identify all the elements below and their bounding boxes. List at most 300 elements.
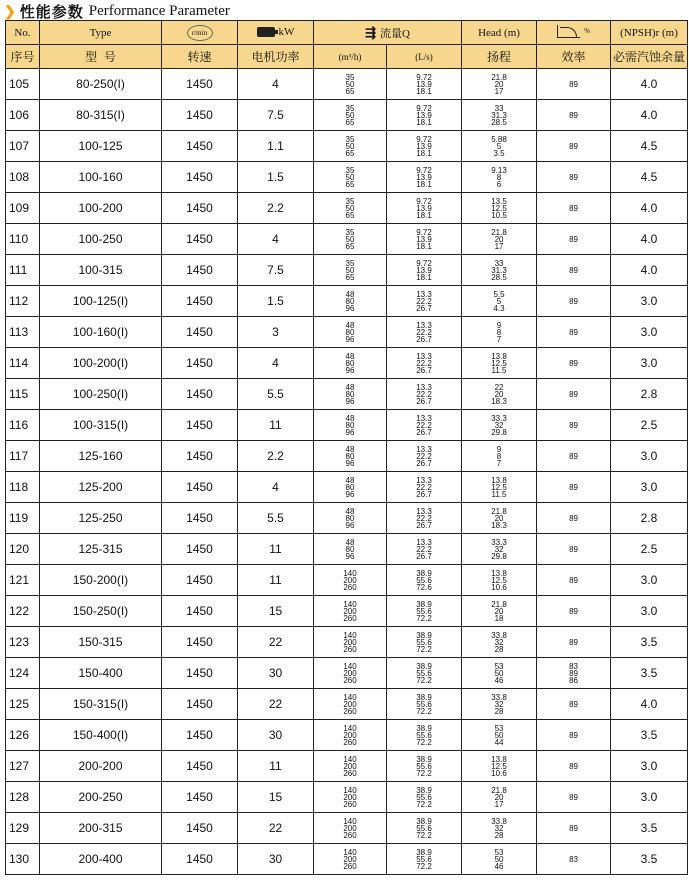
flow-m3h	[314, 317, 387, 348]
flow-m3h-value: 200	[343, 823, 357, 833]
head-value	[462, 441, 537, 472]
efficiency-value	[537, 286, 611, 317]
head-value-value: 22	[494, 382, 504, 392]
flow-ls	[387, 472, 462, 503]
flow-ls-value: 22.2	[416, 296, 432, 306]
pump-type: 125-160	[40, 441, 162, 472]
head-value-value: 53	[494, 661, 504, 671]
flow-ls-value: 55.6	[416, 575, 432, 585]
flow-ls-value: 55.6	[416, 668, 432, 678]
head-value-value: 8	[496, 172, 502, 182]
flow-ls-value: 18.1	[416, 179, 432, 189]
flow-ls-value: 38.9	[416, 630, 432, 640]
flow-ls-value: 18.1	[416, 241, 432, 251]
flow-ls-value: 22.2	[416, 482, 432, 492]
table-row	[6, 534, 688, 565]
flow-m3h-value: 48	[345, 537, 355, 547]
flow-m3h-value: 50	[345, 203, 355, 213]
row-number: 114	[6, 348, 40, 379]
flow-ls-values	[387, 291, 461, 312]
head-value-value: 10.6	[491, 768, 507, 778]
flow-ls-value: 13.9	[416, 110, 432, 120]
npsh-value: 3.5	[611, 813, 688, 844]
row-number: 127	[6, 751, 40, 782]
pump-type: 100-315	[40, 255, 162, 286]
table-row	[6, 379, 688, 410]
efficiency-curve-icon	[557, 25, 580, 38]
eff-unit: %	[584, 27, 590, 35]
flow-ls-value: 18.1	[416, 117, 432, 127]
head-value-value: 20	[494, 79, 504, 89]
head-value-value: 20	[494, 389, 504, 399]
flow-ls	[387, 410, 462, 441]
pump-type: 100-250	[40, 224, 162, 255]
row-number: 106	[6, 100, 40, 131]
head-value-value: 32	[494, 699, 504, 709]
row-number: 115	[6, 379, 40, 410]
flow-m3h-value: 200	[343, 606, 357, 616]
table-row	[6, 348, 688, 379]
flow-ls	[387, 317, 462, 348]
efficiency-value-value: 89	[569, 296, 578, 306]
pump-type: 125-315	[40, 534, 162, 565]
npsh-value: 3.5	[611, 658, 688, 689]
flow-m3h-values	[314, 322, 386, 343]
table-row	[6, 565, 688, 596]
flow-m3h-value: 80	[345, 296, 355, 306]
efficiency-value-value: 89	[569, 234, 578, 244]
head-value-value: 4.3	[493, 303, 505, 313]
efficiency-value-values	[537, 856, 610, 863]
head-value-value: 21.8	[491, 227, 507, 237]
head-value-value: 21.8	[491, 599, 507, 609]
row-number: 105	[6, 69, 40, 100]
flow-m3h-value: 200	[343, 668, 357, 678]
table-row	[6, 813, 688, 844]
flow-m3h-value: 96	[345, 396, 355, 406]
head-value-value: 5.5	[493, 289, 505, 299]
flow-m3h-value: 140	[343, 692, 357, 702]
power-value: 1.1	[238, 131, 314, 162]
flow-m3h	[314, 255, 387, 286]
row-number: 129	[6, 813, 40, 844]
head-value	[462, 286, 537, 317]
flow-ls-values	[387, 601, 461, 622]
efficiency-value-value: 89	[569, 823, 578, 833]
pump-type: 100-125	[40, 131, 162, 162]
efficiency-value-values	[537, 515, 610, 522]
head-value-values	[462, 849, 536, 870]
flow-m3h-value: 96	[345, 489, 355, 499]
efficiency-value-values	[537, 663, 610, 684]
efficiency-value	[537, 689, 611, 720]
table-row	[6, 100, 688, 131]
flow-m3h	[314, 844, 387, 875]
flow-ls-values	[387, 632, 461, 653]
power-value: 5.5	[238, 503, 314, 534]
power-value: 11	[238, 410, 314, 441]
head-value-value: 8	[496, 327, 502, 337]
flow-m3h-value: 35	[345, 165, 355, 175]
flow-ls-value: 13.3	[416, 444, 432, 454]
flow-ls-value: 72.2	[416, 613, 432, 623]
flow-m3h-value: 200	[343, 854, 357, 864]
flow-ls-values	[387, 322, 461, 343]
npsh-value: 3.5	[611, 844, 688, 875]
header-flow-m3h: (m³/h)	[314, 45, 387, 69]
flow-m3h-values	[314, 756, 386, 777]
flow-ls-value: 55.6	[416, 823, 432, 833]
pump-type: 150-315(I)	[40, 689, 162, 720]
flow-ls	[387, 596, 462, 627]
power-value: 2.2	[238, 441, 314, 472]
pump-type: 200-400	[40, 844, 162, 875]
flow-m3h-value: 260	[343, 799, 357, 809]
power-value: 11	[238, 534, 314, 565]
head-value-value: 13.5	[491, 196, 507, 206]
flow-ls-value: 18.1	[416, 86, 432, 96]
flow-ls-value: 13.9	[416, 234, 432, 244]
head-value-values	[462, 787, 536, 808]
flow-ls-values	[387, 167, 461, 188]
flow-m3h	[314, 565, 387, 596]
head-value-value: 10.6	[491, 582, 507, 592]
head-value-value: 46	[494, 861, 504, 871]
head-value-value: 50	[494, 668, 504, 678]
flow-ls-values	[387, 756, 461, 777]
head-value-value: 20	[494, 234, 504, 244]
flow-m3h	[314, 596, 387, 627]
flow-ls-value: 72.2	[416, 799, 432, 809]
flow-ls-value: 13.3	[416, 413, 432, 423]
flow-ls	[387, 224, 462, 255]
motor-icon	[257, 27, 275, 37]
npsh-value: 3.5	[611, 627, 688, 658]
efficiency-value-values	[537, 484, 610, 491]
flow-m3h-values	[314, 415, 386, 436]
pump-type: 80-315(I)	[40, 100, 162, 131]
flow-ls-value: 22.2	[416, 451, 432, 461]
npsh-value: 2.8	[611, 379, 688, 410]
flow-m3h-values	[314, 477, 386, 498]
head-value-values	[462, 415, 536, 436]
flow-ls-value: 72.2	[416, 768, 432, 778]
flow-ls-values	[387, 260, 461, 281]
head-value	[462, 131, 537, 162]
flow-m3h-value: 35	[345, 72, 355, 82]
flow-ls	[387, 503, 462, 534]
flow-m3h-value: 200	[343, 699, 357, 709]
flow-ls-values	[387, 477, 461, 498]
efficiency-value-values	[537, 391, 610, 398]
flow-ls-values	[387, 384, 461, 405]
flow-m3h	[314, 751, 387, 782]
head-value-value: 13.8	[491, 568, 507, 578]
flow-m3h-value: 140	[343, 847, 357, 857]
head-value-value: 33	[494, 103, 504, 113]
efficiency-value-values	[537, 701, 610, 708]
flow-ls-value: 38.9	[416, 568, 432, 578]
efficiency-value-value: 89	[569, 141, 578, 151]
table-row	[6, 131, 688, 162]
flow-m3h-value: 48	[345, 382, 355, 392]
flow-m3h-value: 35	[345, 227, 355, 237]
efficiency-value	[537, 813, 611, 844]
row-number: 112	[6, 286, 40, 317]
head-value-value: 5.88	[491, 134, 507, 144]
chevron-right-icon: ❯	[4, 2, 16, 19]
flow-m3h-value: 260	[343, 737, 357, 747]
flow-m3h-value: 200	[343, 575, 357, 585]
pump-type: 150-400	[40, 658, 162, 689]
efficiency-value-value: 89	[569, 637, 578, 647]
speed-value: 1450	[162, 782, 238, 813]
efficiency-value-value: 89	[569, 358, 578, 368]
efficiency-value	[537, 472, 611, 503]
flow-m3h-value: 80	[345, 451, 355, 461]
head-value	[462, 813, 537, 844]
flow-icon: ⇶	[365, 24, 376, 40]
flow-m3h	[314, 69, 387, 100]
flow-ls-value: 22.2	[416, 327, 432, 337]
flow-m3h-value: 65	[345, 241, 355, 251]
flow-ls-value: 13.3	[416, 289, 432, 299]
flow-ls-value: 26.7	[416, 303, 432, 313]
power-unit: kW	[278, 25, 295, 38]
speed-value: 1450	[162, 627, 238, 658]
head-value-values	[462, 167, 536, 188]
npsh-value: 4.0	[611, 69, 688, 100]
head-value-values	[462, 818, 536, 839]
efficiency-value	[537, 782, 611, 813]
header-power-cn: 电机功率	[238, 45, 314, 69]
efficiency-value	[537, 503, 611, 534]
flow-m3h-value: 200	[343, 730, 357, 740]
head-value	[462, 596, 537, 627]
flow-ls-values	[387, 694, 461, 715]
flow-m3h-values	[314, 694, 386, 715]
head-value	[462, 410, 537, 441]
pump-type: 100-200	[40, 193, 162, 224]
flow-m3h-value: 260	[343, 613, 357, 623]
efficiency-value-value: 89	[569, 203, 578, 213]
flow-ls-value: 55.6	[416, 761, 432, 771]
flow-m3h-value: 35	[345, 134, 355, 144]
flow-m3h-value: 48	[345, 475, 355, 485]
header-power	[238, 21, 314, 45]
head-value-value: 11.5	[491, 489, 507, 499]
efficiency-value-value: 89	[569, 110, 578, 120]
flow-ls-value: 55.6	[416, 730, 432, 740]
flow-ls-value: 38.9	[416, 754, 432, 764]
flow-m3h-values	[314, 353, 386, 374]
flow-ls-value: 13.9	[416, 172, 432, 182]
pump-type: 100-160(I)	[40, 317, 162, 348]
table-row	[6, 410, 688, 441]
flow-m3h	[314, 689, 387, 720]
speed-value: 1450	[162, 689, 238, 720]
flow-m3h-value: 96	[345, 551, 355, 561]
head-value-value: 18	[494, 613, 504, 623]
flow-m3h-value: 200	[343, 637, 357, 647]
efficiency-value-values	[537, 422, 610, 429]
flow-ls-value: 22.2	[416, 544, 432, 554]
flow-ls-value: 9.72	[416, 72, 432, 82]
head-value-values	[462, 74, 536, 95]
npsh-value: 4.0	[611, 255, 688, 286]
head-value-value: 28	[494, 644, 504, 654]
npsh-value: 4.0	[611, 689, 688, 720]
flow-m3h-values	[314, 508, 386, 529]
head-value-value: 33.8	[491, 816, 507, 826]
efficiency-value	[537, 534, 611, 565]
efficiency-value	[537, 317, 611, 348]
table-row	[6, 224, 688, 255]
flow-ls-value: 9.72	[416, 165, 432, 175]
efficiency-value-value: 89	[569, 730, 578, 740]
title-english: Performance Parameter	[88, 2, 230, 19]
head-value	[462, 782, 537, 813]
flow-ls-value: 13.9	[416, 265, 432, 275]
pump-type: 100-315(I)	[40, 410, 162, 441]
flow-m3h	[314, 441, 387, 472]
efficiency-value	[537, 751, 611, 782]
flow-ls-values	[387, 663, 461, 684]
flow-ls-value: 9.72	[416, 196, 432, 206]
power-value: 30	[238, 844, 314, 875]
head-value-value: 13.8	[491, 351, 507, 361]
efficiency-value-value: 83	[569, 854, 578, 864]
table-row	[6, 596, 688, 627]
npsh-value: 3.5	[611, 720, 688, 751]
efficiency-value-value: 89	[569, 420, 578, 430]
flow-ls-values	[387, 74, 461, 95]
flow-m3h-values	[314, 74, 386, 95]
efficiency-value	[537, 720, 611, 751]
power-value: 22	[238, 627, 314, 658]
flow-m3h-value: 80	[345, 420, 355, 430]
head-value-value: 46	[494, 675, 504, 685]
head-value	[462, 162, 537, 193]
row-number: 122	[6, 596, 40, 627]
efficiency-value	[537, 379, 611, 410]
flow-ls-value: 22.2	[416, 389, 432, 399]
efficiency-value	[537, 255, 611, 286]
flow-ls-values	[387, 415, 461, 436]
flow-ls-value: 9.72	[416, 227, 432, 237]
speed-value: 1450	[162, 379, 238, 410]
table-row	[6, 751, 688, 782]
table-row	[6, 658, 688, 689]
flow-m3h-value: 260	[343, 644, 357, 654]
head-value-value: 5	[496, 141, 502, 151]
flow-m3h-value: 48	[345, 413, 355, 423]
speed-value: 1450	[162, 131, 238, 162]
speed-value: 1450	[162, 69, 238, 100]
efficiency-value-value: 89	[569, 327, 578, 337]
flow-ls-values	[387, 570, 461, 591]
head-value-values	[462, 508, 536, 529]
flow-ls-value: 26.7	[416, 520, 432, 530]
npsh-value: 3.0	[611, 596, 688, 627]
flow-ls-values	[387, 787, 461, 808]
head-value-value: 12.5	[491, 203, 507, 213]
flow-m3h	[314, 782, 387, 813]
flow-m3h-value: 140	[343, 754, 357, 764]
efficiency-value-values	[537, 205, 610, 212]
row-number: 113	[6, 317, 40, 348]
head-value-value: 21.8	[491, 72, 507, 82]
flow-m3h-value: 96	[345, 303, 355, 313]
head-value	[462, 193, 537, 224]
flow-ls-values	[387, 198, 461, 219]
flow-ls-value: 13.3	[416, 382, 432, 392]
pump-type: 100-200(I)	[40, 348, 162, 379]
flow-ls-value: 13.3	[416, 320, 432, 330]
pump-type: 150-400(I)	[40, 720, 162, 751]
flow-ls	[387, 534, 462, 565]
head-value	[462, 627, 537, 658]
flow-m3h-value: 80	[345, 389, 355, 399]
head-value-value: 13.8	[491, 475, 507, 485]
pump-type: 150-200(I)	[40, 565, 162, 596]
flow-m3h-value: 50	[345, 265, 355, 275]
efficiency-value-values	[537, 174, 610, 181]
efficiency-value-value: 89	[569, 699, 578, 709]
flow-m3h-values	[314, 291, 386, 312]
head-value	[462, 348, 537, 379]
head-value-value: 32	[494, 823, 504, 833]
header-type-cn: 型 号	[40, 45, 162, 69]
flow-ls-value: 72.2	[416, 737, 432, 747]
flow-ls	[387, 255, 462, 286]
flow-ls-value: 72.2	[416, 861, 432, 871]
speed-value: 1450	[162, 720, 238, 751]
table-row	[6, 720, 688, 751]
header-no: No.	[6, 21, 40, 45]
flow-ls-value: 38.9	[416, 847, 432, 857]
pump-type: 125-250	[40, 503, 162, 534]
flow-m3h	[314, 193, 387, 224]
flow-ls	[387, 689, 462, 720]
head-value-values	[462, 694, 536, 715]
header-speed	[162, 21, 238, 45]
npsh-value: 3.0	[611, 472, 688, 503]
flow-ls-values	[387, 229, 461, 250]
efficiency-value-values	[537, 794, 610, 801]
flow-m3h-value: 80	[345, 513, 355, 523]
head-value-value: 17	[494, 86, 504, 96]
flow-m3h-value: 200	[343, 792, 357, 802]
head-value-value: 53	[494, 847, 504, 857]
efficiency-value	[537, 844, 611, 875]
head-value	[462, 844, 537, 875]
head-value	[462, 689, 537, 720]
title-chinese: 性能参数	[19, 3, 84, 21]
power-value: 15	[238, 596, 314, 627]
flow-ls	[387, 286, 462, 317]
npsh-value: 3.0	[611, 782, 688, 813]
head-value-values	[462, 570, 536, 591]
power-value: 1.5	[238, 286, 314, 317]
flow-ls-value: 38.9	[416, 816, 432, 826]
header-flow	[314, 21, 462, 45]
row-number: 117	[6, 441, 40, 472]
header-speed-cn: 转速	[162, 45, 238, 69]
head-value-value: 20	[494, 606, 504, 616]
speed-value: 1450	[162, 162, 238, 193]
flow-ls-value: 13.9	[416, 79, 432, 89]
